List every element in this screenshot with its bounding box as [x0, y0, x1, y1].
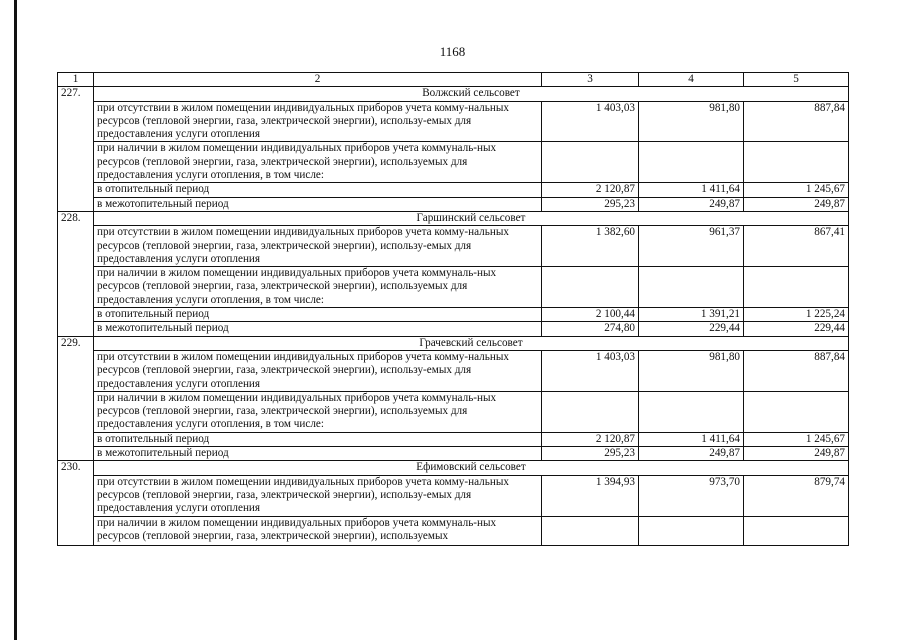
table-row — [58, 142, 849, 183]
table-row — [58, 432, 849, 446]
row-description: при отсутствии в жилом помещении индивидуальных приборов учета комму-нальных ресурсов (тепловой энергии, газа, электрической энергии), использу-емых для предоставления услуги отопления — [94, 475, 542, 516]
value-col-4 — [639, 391, 744, 432]
value-col-5: 1 225,24 — [744, 308, 849, 322]
row-description: при отсутствии в жилом помещении индивидуальных приборов учета комму-нальных ресурсов (тепловой энергии, газа, электрической энергии), использу-емых для предоставления услуги отопления — [94, 101, 542, 142]
col-header-3: 3 — [542, 73, 639, 87]
value-col-5: 249,87 — [744, 197, 849, 211]
value-col-5: 1 245,67 — [744, 183, 849, 197]
value-col-5: 887,84 — [744, 350, 849, 391]
value-col-5 — [744, 267, 849, 308]
table-row — [58, 475, 849, 516]
value-col-5: 229,44 — [744, 322, 849, 336]
section-row — [58, 336, 849, 350]
table-row — [58, 267, 849, 308]
table-row — [58, 350, 849, 391]
table-row — [58, 197, 849, 211]
col-header-2: 2 — [94, 73, 542, 87]
tariff-table — [57, 72, 849, 546]
value-col-5 — [744, 516, 849, 545]
row-description: в межотопительный период — [94, 197, 542, 211]
value-col-3 — [542, 267, 639, 308]
row-description — [94, 516, 542, 545]
section-name: Ефимовский сельсовет — [94, 461, 849, 475]
value-col-3: 1 394,93 — [542, 475, 639, 516]
value-col-5: 249,87 — [744, 447, 849, 461]
value-col-5 — [744, 142, 849, 183]
col-header-4: 4 — [639, 73, 744, 87]
table-row — [58, 226, 849, 267]
value-col-3 — [542, 516, 639, 545]
value-col-3: 2 100,44 — [542, 308, 639, 322]
value-col-4: 981,80 — [639, 350, 744, 391]
value-col-3 — [542, 142, 639, 183]
table-row — [58, 308, 849, 322]
value-col-5: 867,41 — [744, 226, 849, 267]
value-col-3: 2 120,87 — [542, 432, 639, 446]
value-col-4 — [639, 267, 744, 308]
value-col-4: 961,37 — [639, 226, 744, 267]
value-col-4: 249,87 — [639, 447, 744, 461]
col-header-1: 1 — [58, 73, 94, 87]
table-body — [58, 73, 849, 546]
table-row — [58, 391, 849, 432]
row-description: при наличии в жилом помещении индивидуальных приборов учета коммуналь-ных ресурсов (тепловой энергии, газа, электрической энергии), используемых для предоставления услуги отопления, в том числе: — [94, 391, 542, 432]
value-col-4 — [639, 142, 744, 183]
section-row — [58, 461, 849, 475]
value-col-4: 1 391,21 — [639, 308, 744, 322]
value-col-3: 274,80 — [542, 322, 639, 336]
row-number: 228. — [58, 211, 94, 336]
value-col-5 — [744, 391, 849, 432]
value-col-4: 249,87 — [639, 197, 744, 211]
column-number-row — [58, 73, 849, 87]
table-row — [58, 183, 849, 197]
binding-edge-line — [14, 0, 17, 640]
row-description: в межотопительный период — [94, 322, 542, 336]
value-col-3: 295,23 — [542, 447, 639, 461]
value-col-5: 1 245,67 — [744, 432, 849, 446]
row-description: при наличии в жилом помещении индивидуальных приборов учета коммуналь-ных ресурсов (тепловой энергии, газа, электрической энергии), используемых для предоставления услуги отопления, в том числе: — [94, 142, 542, 183]
row-number: 230. — [58, 461, 94, 545]
row-description: в отопительный период — [94, 183, 542, 197]
row-description-text: при наличии в жилом помещении индивидуальных приборов учета коммуналь-ных ресурсов (тепловой энергии, газа, электрической энергии), используемых — [97, 516, 497, 542]
value-col-5: 887,84 — [744, 101, 849, 142]
section-name: Грачевский сельсовет — [94, 336, 849, 350]
value-col-4: 1 411,64 — [639, 432, 744, 446]
row-number: 229. — [58, 336, 94, 461]
row-description: в межотопительный период — [94, 447, 542, 461]
value-col-3: 1 403,03 — [542, 350, 639, 391]
value-col-3: 1 403,03 — [542, 101, 639, 142]
row-description: в отопительный период — [94, 432, 542, 446]
col-header-5: 5 — [744, 73, 849, 87]
value-col-4: 973,70 — [639, 475, 744, 516]
table-row — [58, 447, 849, 461]
value-col-4: 1 411,64 — [639, 183, 744, 197]
page-number: 1168 — [439, 44, 466, 59]
section-row — [58, 87, 849, 101]
row-description: при отсутствии в жилом помещении индивидуальных приборов учета комму-нальных ресурсов (тепловой энергии, газа, электрической энергии), использу-емых для предоставления услуги отопления — [94, 350, 542, 391]
value-col-3: 2 120,87 — [542, 183, 639, 197]
row-number: 227. — [58, 87, 94, 212]
row-description: при наличии в жилом помещении индивидуальных приборов учета коммуналь-ных ресурсов (тепловой энергии, газа, электрической энергии), используемых для предоставления услуги отопления, в том числе: — [94, 267, 542, 308]
value-col-5: 879,74 — [744, 475, 849, 516]
value-col-3: 1 382,60 — [542, 226, 639, 267]
section-row — [58, 211, 849, 225]
table-row — [58, 322, 849, 336]
table-row — [58, 101, 849, 142]
value-col-4: 981,80 — [639, 101, 744, 142]
row-description: при отсутствии в жилом помещении индивидуальных приборов учета комму-нальных ресурсов (тепловой энергии, газа, электрической энергии), использу-емых для предоставления услуги отопления — [94, 226, 542, 267]
section-name: Гаршинский сельсовет — [94, 211, 849, 225]
value-col-3: 295,23 — [542, 197, 639, 211]
value-col-4 — [639, 516, 744, 545]
row-description: в отопительный период — [94, 308, 542, 322]
value-col-3 — [542, 391, 639, 432]
table-row — [58, 516, 849, 545]
value-col-4: 229,44 — [639, 322, 744, 336]
section-name: Волжский сельсовет — [94, 87, 849, 101]
